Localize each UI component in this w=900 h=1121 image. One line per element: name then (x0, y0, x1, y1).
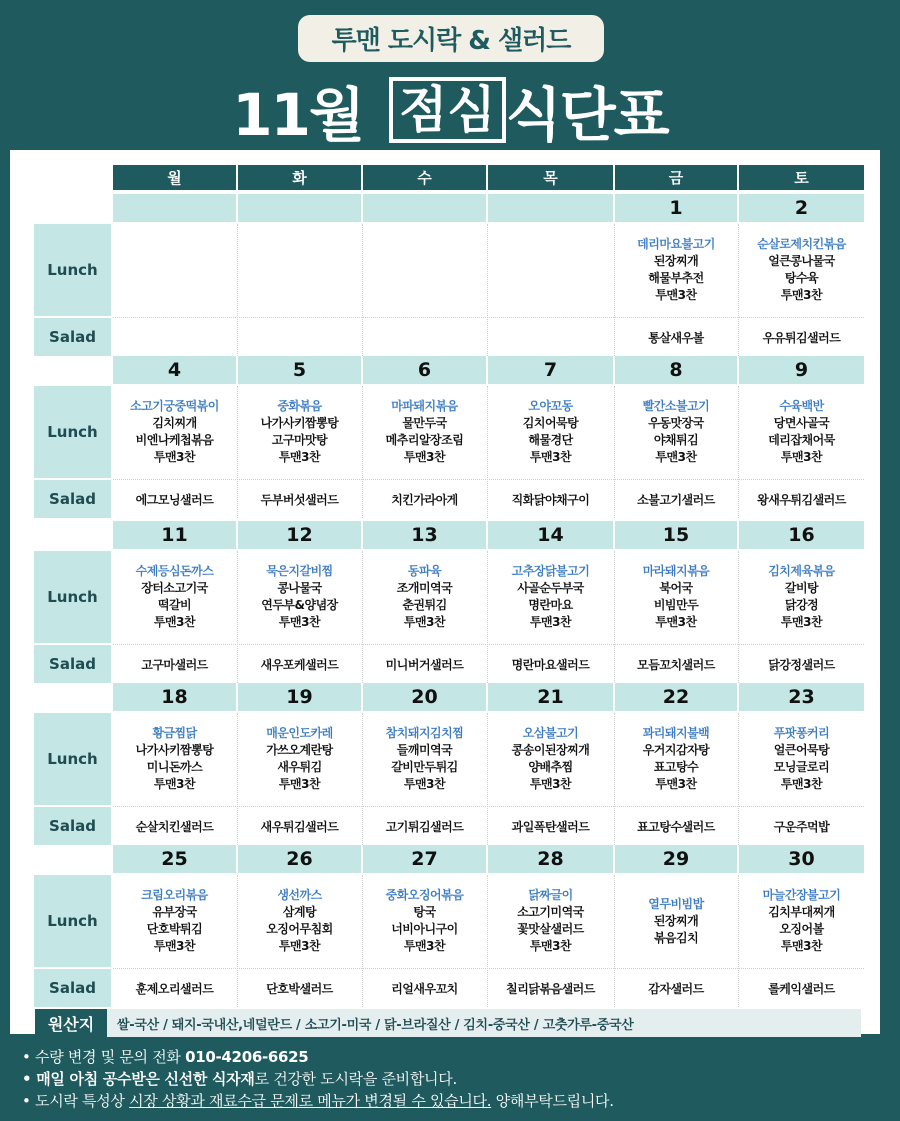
salad-cell: 모듬꼬치샐러드 (637, 657, 715, 672)
side-dish: 된장찌개 (653, 254, 699, 268)
side-dish: 투맨3찬 (153, 450, 196, 464)
salad-cell: 두부버섯샐러드 (260, 492, 339, 507)
date-cell: 4 (113, 356, 236, 384)
column-divider (237, 713, 238, 845)
page-title (0, 70, 900, 150)
side-dish: 투맨3찬 (278, 777, 321, 791)
title-month: 11월 (232, 81, 364, 149)
salad-cell: 새우포케샐러드 (260, 657, 339, 672)
salad-cell: 치킨가라아게 (391, 492, 458, 507)
side-dish: 투맨3찬 (153, 777, 196, 791)
row-label-lunch: Lunch (34, 875, 111, 967)
lunch-cell (113, 713, 236, 805)
side-dish: 투맨3찬 (529, 450, 572, 464)
lunch-cell (615, 875, 737, 967)
column-divider (487, 713, 488, 845)
row-label-lunch: Lunch (34, 713, 111, 805)
day-header: 화 (238, 165, 361, 190)
side-dish: 김치찌개 (152, 416, 197, 430)
row-label-salad: Salad (34, 645, 111, 683)
side-dish: 우동맛장국 (648, 416, 704, 430)
notes (22, 1046, 882, 1112)
lunch-cell (488, 386, 613, 478)
side-dish: 오징어무침회 (266, 922, 333, 936)
day-header: 목 (488, 165, 613, 190)
main-dish: 중화볶음 (277, 399, 322, 413)
main-dish: 동파육 (407, 564, 442, 578)
main-dish: 소고기궁중떡볶이 (130, 399, 219, 413)
side-dish: 모닝글로리 (773, 760, 830, 774)
side-dish: 미니돈까스 (146, 760, 203, 774)
column-divider (738, 713, 739, 845)
side-dish: 사골순두부국 (517, 581, 584, 595)
note-phone (22, 1046, 882, 1068)
date-cell: 8 (615, 356, 737, 384)
column-divider (487, 386, 488, 518)
row-divider (113, 317, 864, 318)
lunch-cell (615, 224, 737, 316)
main-dish: 수제등심돈까스 (135, 564, 214, 578)
salad-cell (363, 318, 486, 356)
side-dish: 콩송이된장찌개 (511, 743, 590, 757)
column-divider (738, 386, 739, 518)
side-dish: 투맨3찬 (153, 615, 196, 629)
side-dish: 투맨3찬 (278, 615, 321, 629)
main-dish: 순살로제치킨볶음 (757, 237, 846, 251)
side-dish: 데리잡채어묵 (768, 433, 835, 447)
lunch-cell (238, 713, 361, 805)
main-dish: 크림오리볶음 (141, 888, 208, 902)
column-divider (237, 551, 238, 683)
side-dish: 양배추찜 (528, 760, 573, 774)
salad-cell: 닭강정샐러드 (768, 657, 835, 672)
column-divider (487, 224, 488, 356)
row-divider (113, 479, 864, 480)
side-dish: 고구마맛탕 (271, 433, 328, 447)
side-dish: 갈비만두튀김 (391, 760, 458, 774)
salad-cell: 단호박샐러드 (266, 981, 333, 996)
menu-calendar (10, 150, 880, 1034)
main-dish: 오야꼬동 (528, 399, 573, 413)
date-cell: 28 (488, 845, 613, 873)
salad-cell: 왕새우튀김샐러드 (757, 492, 846, 507)
side-dish: 조개미역국 (396, 581, 453, 595)
column-divider (738, 224, 739, 356)
day-header: 월 (113, 165, 236, 190)
date-cell: 21 (488, 683, 613, 711)
main-dish: 황금찜닭 (152, 726, 197, 740)
date-cell (113, 194, 236, 222)
lunch-cell (363, 224, 486, 316)
row-label-salad: Salad (34, 969, 111, 1007)
salad-cell: 소불고기샐러드 (637, 492, 715, 507)
lunch-cell (739, 224, 864, 316)
salad-cell: 미니버거샐러드 (385, 657, 464, 672)
brand-name: 투맨 도시락 & 샐러드 (331, 26, 571, 56)
side-dish: 볶음김치 (653, 930, 699, 945)
date-cell: 1 (615, 194, 737, 222)
side-dish: 너비아니구이 (391, 922, 458, 936)
column-divider (614, 875, 615, 1007)
side-dish: 비빔만두 (653, 598, 699, 612)
side-dish: 우거지감자탕 (642, 743, 710, 757)
main-dish: 마라돼지볶음 (642, 564, 710, 578)
column-divider (237, 875, 238, 1007)
row-label-lunch: Lunch (34, 551, 111, 643)
date-cell (238, 194, 361, 222)
side-dish: 투맨3찬 (780, 939, 823, 953)
side-dish: 투맨3찬 (529, 615, 572, 629)
main-dish: 중화오징어볶음 (385, 888, 464, 902)
note-change-underlined: 시장 상황과 재료수급 문제로 메뉴가 변경될 수 있습니다. (129, 1092, 492, 1110)
day-header: 금 (615, 165, 737, 190)
side-dish: 단호박튀김 (146, 922, 203, 936)
side-dish: 투맨3찬 (529, 939, 572, 953)
date-cell: 13 (363, 521, 486, 549)
main-dish: 참치돼지김치찜 (385, 726, 464, 740)
side-dish: 떡갈비 (157, 598, 192, 612)
date-cell: 5 (238, 356, 361, 384)
lunch-cell (739, 875, 864, 967)
side-dish: 김치어묵탕 (522, 416, 579, 430)
lunch-cell (739, 713, 864, 805)
lunch-cell (363, 713, 486, 805)
date-cell: 22 (615, 683, 737, 711)
main-dish: 빨간소불고기 (642, 399, 710, 413)
lunch-cell (615, 386, 737, 478)
main-dish: 묵은지갈비찜 (266, 564, 333, 578)
date-cell: 7 (488, 356, 613, 384)
lunch-cell (615, 713, 737, 805)
main-dish: 마파돼지볶음 (391, 399, 458, 413)
side-dish: 소고기미역국 (517, 905, 584, 919)
lunch-cell (739, 551, 864, 643)
row-label-lunch: Lunch (34, 386, 111, 478)
lunch-cell (488, 551, 613, 643)
salad-cell: 감자샐러드 (648, 981, 704, 996)
side-dish: 투맨3찬 (655, 777, 697, 791)
side-dish: 투맨3찬 (655, 288, 697, 302)
lunch-cell (113, 551, 236, 643)
salad-cell (113, 318, 236, 356)
lunch-cell (238, 386, 361, 478)
side-dish: 투맨3찬 (780, 288, 823, 302)
lunch-cell (113, 386, 236, 478)
lunch-cell (113, 875, 236, 967)
date-cell: 19 (238, 683, 361, 711)
main-dish: 꽈리돼지불백 (642, 726, 710, 740)
salad-cell: 직화닭야채구이 (511, 492, 590, 507)
main-dish: 열무비빔밥 (648, 896, 704, 911)
note-fresh (22, 1068, 882, 1090)
date-cell: 23 (739, 683, 864, 711)
side-dish: 새우튀김 (277, 760, 322, 774)
date-cell (363, 194, 486, 222)
origin-text: 쌀-국산 / 돼지-국내산,네덜란드 / 소고기-미국 / 닭-브라질산 / 김치-중국산 / 고춧가루-중국산 (117, 1017, 634, 1033)
side-dish: 꽃맛살샐러드 (517, 922, 584, 936)
main-dish: 김치제육볶음 (768, 564, 835, 578)
lunch-cell (238, 875, 361, 967)
date-cell: 11 (113, 521, 236, 549)
salad-cell: 우유튀김샐러드 (762, 330, 841, 345)
date-cell: 30 (739, 845, 864, 873)
side-dish: 투맨3찬 (780, 450, 823, 464)
main-dish: 닭짜글이 (528, 888, 573, 902)
side-dish: 장터소고기국 (141, 581, 208, 595)
side-dish: 오징어볼 (779, 922, 824, 936)
side-dish: 투맨3찬 (403, 615, 446, 629)
note-change-a: • 도시락 특성상 (22, 1092, 130, 1110)
salad-cell: 표고탕수샐러드 (637, 819, 715, 834)
lunch-cell (363, 875, 486, 967)
main-dish: 오삼불고기 (522, 726, 579, 740)
salad-cell: 리얼새우꼬치 (391, 981, 458, 996)
date-cell: 26 (238, 845, 361, 873)
side-dish: 나가사키짬뽕탕 (260, 416, 339, 430)
column-divider (614, 551, 615, 683)
brand-badge (298, 15, 604, 62)
side-dish: 물만두국 (402, 416, 447, 430)
date-cell (488, 194, 613, 222)
side-dish: 표고탕수 (653, 760, 699, 774)
side-dish: 갈비탕 (784, 581, 819, 595)
side-dish: 얼큰콩나물국 (768, 254, 835, 268)
column-divider (614, 224, 615, 356)
date-cell: 15 (615, 521, 737, 549)
phone-number: 010-4206-6625 (185, 1048, 309, 1066)
salad-cell: 새우튀김샐러드 (260, 819, 339, 834)
column-divider (487, 875, 488, 1007)
salad-cell: 명란마요샐러드 (511, 657, 590, 672)
side-dish: 투맨3찬 (403, 450, 446, 464)
lunch-cell (488, 875, 613, 967)
salad-cell: 통살새우볼 (648, 330, 704, 345)
column-divider (614, 713, 615, 845)
salad-cell: 고구마샐러드 (141, 657, 208, 672)
date-cell: 9 (739, 356, 864, 384)
side-dish: 투맨3찬 (655, 615, 697, 629)
title-menu-table: 식단표 (505, 81, 668, 149)
main-dish: 생선까스 (277, 888, 322, 902)
column-divider (738, 875, 739, 1007)
lunch-cell (363, 551, 486, 643)
main-dish: 데리마요불고기 (637, 237, 715, 251)
side-dish: 북어국 (659, 581, 693, 595)
salad-cell: 순살치킨샐러드 (135, 819, 214, 834)
day-header: 수 (363, 165, 486, 190)
side-dish: 탕수육 (784, 271, 819, 285)
main-dish: 푸팟퐁커리 (773, 726, 830, 740)
row-label-lunch: Lunch (34, 224, 111, 316)
date-cell: 6 (363, 356, 486, 384)
column-divider (362, 551, 363, 683)
date-cell: 27 (363, 845, 486, 873)
lunch-cell (113, 224, 236, 316)
side-dish: 투맨3찬 (278, 450, 321, 464)
date-cell: 12 (238, 521, 361, 549)
side-dish: 탕국 (413, 905, 436, 919)
row-divider (113, 806, 864, 807)
note-phone-prefix: • 수량 변경 및 문의 전화 (22, 1048, 186, 1066)
row-label-salad: Salad (34, 480, 111, 518)
side-dish: 연두부&양념장 (261, 598, 338, 612)
date-cell: 2 (739, 194, 864, 222)
date-cell: 25 (113, 845, 236, 873)
side-dish: 메추리알장조림 (385, 433, 464, 447)
side-dish: 투맨3찬 (655, 450, 697, 464)
lunch-cell (615, 551, 737, 643)
date-cell: 29 (615, 845, 737, 873)
side-dish: 김치부대찌개 (768, 905, 835, 919)
side-dish: 가쓰오계란탕 (266, 743, 333, 757)
date-cell: 20 (363, 683, 486, 711)
salad-cell: 구운주먹밥 (773, 819, 830, 834)
side-dish: 춘권튀김 (402, 598, 447, 612)
side-dish: 나가사키짬뽕탕 (135, 743, 214, 757)
date-cell: 14 (488, 521, 613, 549)
column-divider (614, 386, 615, 518)
title-lunch-boxed: 점심 (389, 77, 506, 143)
main-dish: 고추장닭불고기 (511, 564, 590, 578)
main-dish: 매운인도카레 (266, 726, 333, 740)
salad-cell (488, 318, 613, 356)
side-dish: 된장찌개 (653, 913, 699, 928)
salad-cell: 칠리닭볶음샐러드 (506, 981, 595, 996)
column-divider (237, 224, 238, 356)
lunch-cell (238, 224, 361, 316)
side-dish: 유부장국 (152, 905, 197, 919)
side-dish: 투맨3찬 (780, 777, 823, 791)
salad-cell: 훈제오리샐러드 (135, 981, 214, 996)
salad-cell (238, 318, 361, 356)
side-dish: 닭강정 (784, 598, 819, 612)
lunch-cell (739, 386, 864, 478)
lunch-cell (488, 224, 613, 316)
side-dish: 들깨미역국 (396, 743, 453, 757)
note-fresh-bold: • 매일 아침 공수받은 신선한 식자재 (22, 1070, 255, 1088)
date-cell: 16 (739, 521, 864, 549)
row-divider (113, 644, 864, 645)
row-label-salad: Salad (34, 318, 111, 356)
column-divider (738, 551, 739, 683)
note-change (22, 1090, 882, 1112)
side-dish: 명란마요 (528, 598, 573, 612)
column-divider (362, 224, 363, 356)
side-dish: 투맨3찬 (153, 939, 196, 953)
side-dish: 얼큰어묵탕 (773, 743, 830, 757)
column-divider (487, 551, 488, 683)
salad-cell: 롤케익샐러드 (768, 981, 835, 996)
origin-bar (35, 1009, 861, 1037)
day-header: 토 (739, 165, 864, 190)
salad-cell: 에그모닝샐러드 (135, 492, 214, 507)
column-divider (362, 713, 363, 845)
row-label-salad: Salad (34, 807, 111, 845)
side-dish: 해물경단 (528, 433, 573, 447)
side-dish: 콩나물국 (277, 581, 322, 595)
side-dish: 야채튀김 (653, 433, 699, 447)
row-divider (113, 968, 864, 969)
main-dish: 마늘간장불고기 (762, 888, 841, 902)
column-divider (362, 875, 363, 1007)
lunch-cell (363, 386, 486, 478)
origin-label: 원산지 (35, 1009, 107, 1037)
lunch-cell (238, 551, 361, 643)
note-change-b: 양해부탁드립니다. (491, 1092, 614, 1110)
side-dish: 당면사골국 (773, 416, 830, 430)
side-dish: 해물부추전 (648, 271, 704, 285)
side-dish: 비엔나케첩볶음 (135, 433, 214, 447)
side-dish: 투맨3찬 (403, 777, 446, 791)
side-dish: 투맨3찬 (278, 939, 321, 953)
side-dish: 투맨3찬 (403, 939, 446, 953)
side-dish: 투맨3찬 (529, 777, 572, 791)
side-dish: 삼계탕 (282, 905, 317, 919)
column-divider (362, 386, 363, 518)
salad-cell: 고기튀김샐러드 (385, 819, 464, 834)
salad-cell: 과일폭탄샐러드 (511, 819, 590, 834)
column-divider (237, 386, 238, 518)
main-dish: 수육백반 (779, 399, 824, 413)
lunch-cell (488, 713, 613, 805)
date-cell: 18 (113, 683, 236, 711)
side-dish: 투맨3찬 (780, 615, 823, 629)
note-fresh-rest: 로 건강한 도시락을 준비합니다. (254, 1070, 457, 1088)
